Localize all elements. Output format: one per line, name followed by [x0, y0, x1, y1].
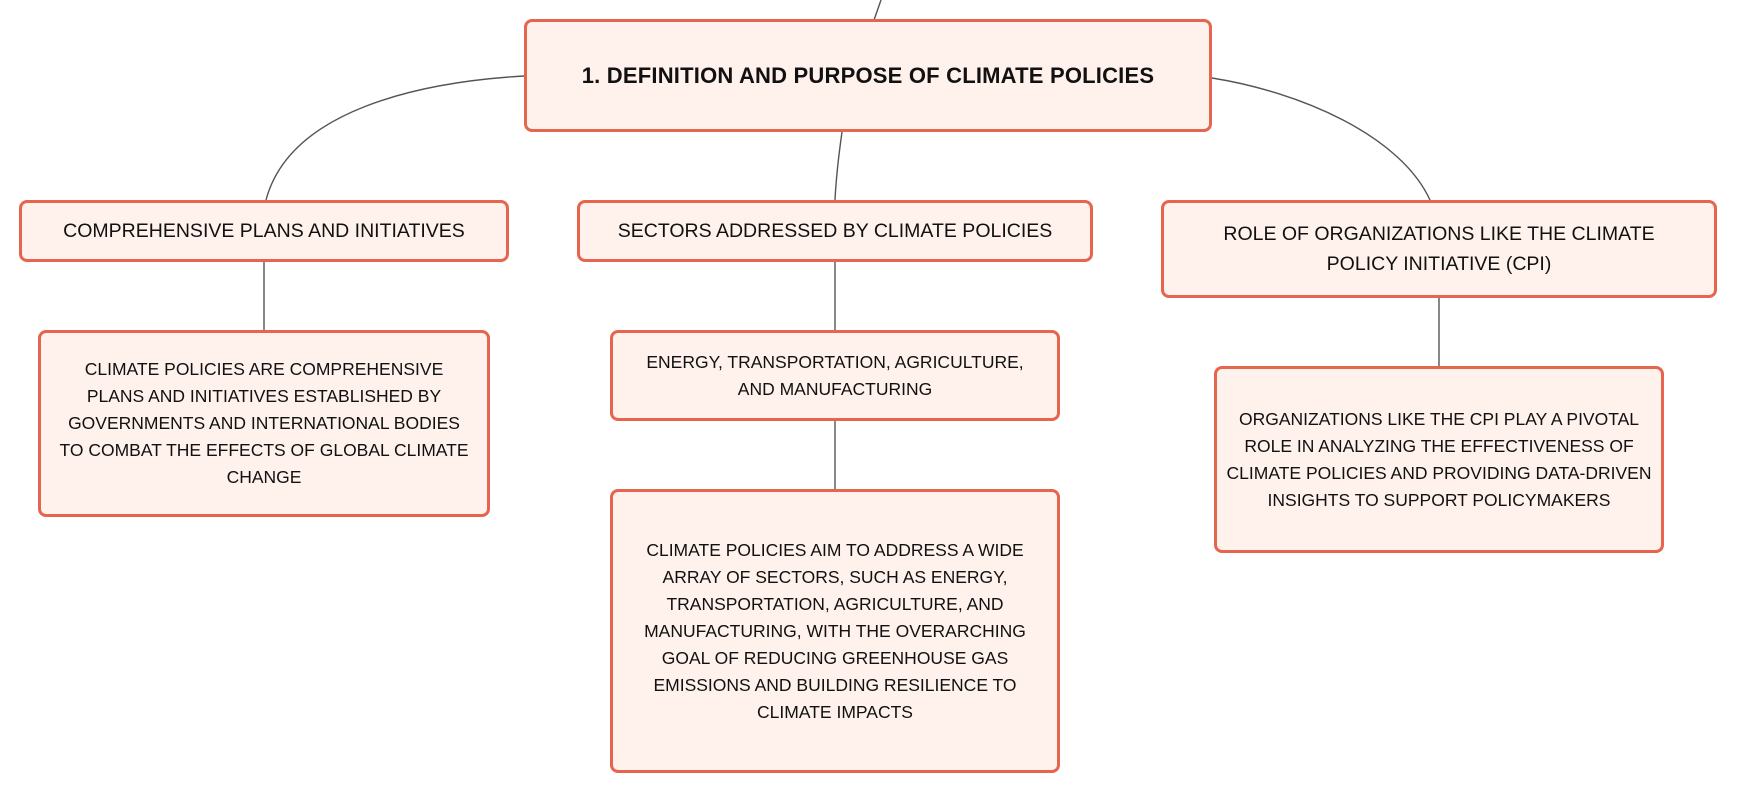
detail-node-role-of-organizations[interactable] — [1214, 366, 1664, 553]
connector-parent-to-root — [874, 0, 881, 20]
branch-node-label: COMPREHENSIVE PLANS AND INITIATIVES — [63, 220, 465, 242]
branch-node-label: ROLE OF ORGANIZATIONS LIKE THE CLIMATE POLICY INITIATIVE (CPI) — [1223, 223, 1655, 275]
branch-node-sectors[interactable] — [577, 200, 1093, 262]
root-node[interactable] — [524, 19, 1212, 132]
connector-root-to-branch-1 — [266, 76, 524, 200]
detail-node-label: CLIMATE POLICIES ARE COMPREHENSIVE PLANS AND INITIATIVES ESTABLISHED BY GOVERNMENTS AND INTERNATIONAL BODIES TO COMBAT THE EFFECTS OF GLOBAL CLIMATE CHANGE — [59, 359, 469, 487]
connector-root-to-branch-3 — [1212, 78, 1430, 200]
detail-node-sectors-list[interactable] — [610, 330, 1060, 421]
detail-node-label: ORGANIZATIONS LIKE THE CPI PLAY A PIVOTAL ROLE IN ANALYZING THE EFFECTIVENESS OF CLIMATE POLICIES AND PROVIDING DATA-DRIVEN INSIGHTS TO SUPPORT POLICYMAKERS — [1226, 408, 1652, 510]
branch-node-label: SECTORS ADDRESSED BY CLIMATE POLICIES — [617, 220, 1053, 242]
detail-node-label: ENERGY, TRANSPORTATION, AGRICULTURE, AND MANUFACTURING — [646, 351, 1024, 399]
detail-node-label: CLIMATE POLICIES AIM TO ADDRESS A WIDE ARRAY OF SECTORS, SUCH AS ENERGY, TRANSPORTATION, AGRICULTURE, AND MANUFACTURING, WITH THE OVERARCHING GOAL OF REDUCING GREENHOUSE GAS EMISSIONS AND BUILDING RESILIENCE TO CLIMATE IMPACTS — [644, 539, 1026, 722]
detail-node-sectors-description[interactable] — [610, 489, 1060, 773]
branch-node-comprehensive-plans[interactable] — [19, 200, 509, 262]
root-node-label: 1. DEFINITION AND PURPOSE OF CLIMATE POLICIES — [581, 62, 1155, 88]
branch-node-role-of-organizations[interactable] — [1161, 200, 1717, 298]
detail-node-comprehensive-plans[interactable] — [38, 330, 490, 517]
connector-root-to-branch-2 — [835, 132, 842, 200]
